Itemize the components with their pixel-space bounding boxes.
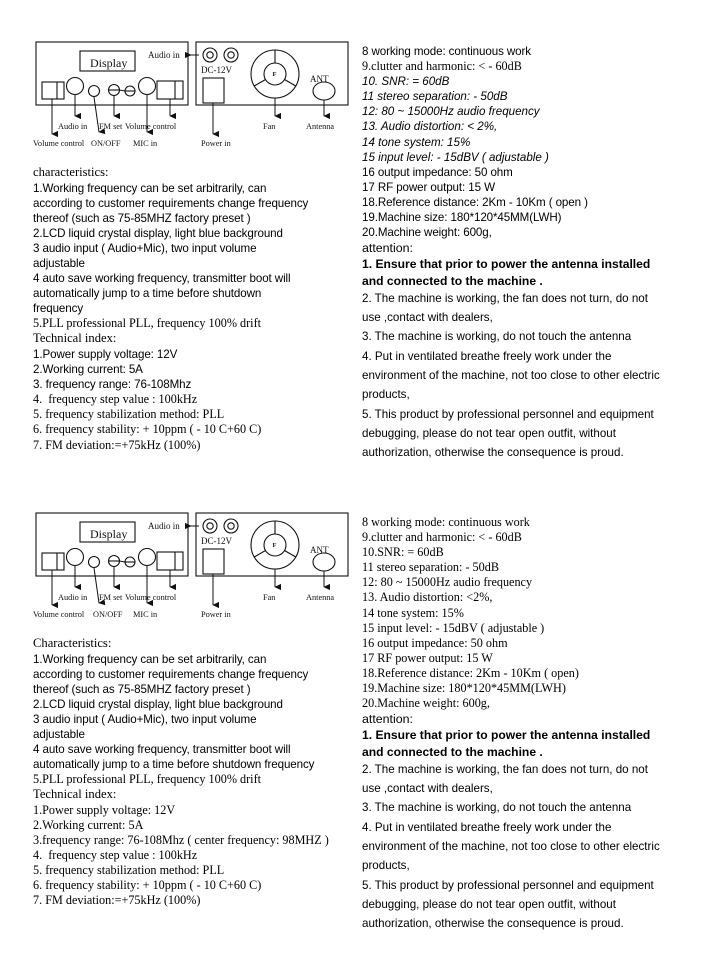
technical-line: 6. frequency stability: + 10ppm ( - 10 C+60 C) xyxy=(33,878,262,893)
callout-mic-in: MIC in xyxy=(133,610,158,619)
attention-heading: attention: xyxy=(362,241,413,256)
characteristics-line-5: 5.PLL professional PLL, frequency 100% drift xyxy=(33,316,262,331)
callout-mic-in: MIC in xyxy=(133,139,158,148)
callout-fm-set: FM set xyxy=(99,593,123,602)
attention-bold-line: and connected to the machine . xyxy=(362,273,543,288)
dc-jack-inner-1 xyxy=(207,523,213,529)
power-socket xyxy=(203,549,224,574)
callout-audio-in: Audio in xyxy=(58,593,88,602)
left-text-column-2 xyxy=(33,636,351,909)
right-text-column-2 xyxy=(362,515,692,933)
spec-line: 11 stereo separation: - 50dB xyxy=(362,560,499,575)
characteristics-heading: Characteristics: xyxy=(33,636,112,650)
volume-connector-left xyxy=(42,553,64,570)
fan-hub-label: F xyxy=(272,71,277,78)
callout-onoff: ON/OFF xyxy=(93,610,123,619)
attention-line: 3. The machine is working, do not touch the antenna xyxy=(362,801,632,815)
callout-fm-set: FM set xyxy=(99,122,123,131)
spec-line: 15 input level: - 15dBV ( adjustable ) xyxy=(362,150,549,164)
characteristics-heading: characteristics: xyxy=(33,165,109,179)
characteristics-line: adjustable xyxy=(33,727,85,741)
spec-line: 18.Reference distance: 2Km - 10Km ( open ) xyxy=(362,195,588,209)
spec-line: 20.Machine weight: 600g, xyxy=(362,696,490,711)
fan-hub-label: F xyxy=(272,542,277,549)
attention-line: 4. Put in ventilated breathe freely work under the xyxy=(362,820,612,834)
spec-line: 14 tone system: 15% xyxy=(362,605,464,620)
dc-12v-label: DC-12V xyxy=(201,536,232,546)
callout-power-in: Power in xyxy=(201,610,231,619)
technical-line: 6. frequency stability: + 10ppm ( - 10 C+60 C) xyxy=(33,422,262,437)
technical-line: 5. frequency stabilization method: PLL xyxy=(33,407,225,422)
spec-line: 16 output impedance: 50 ohm xyxy=(362,165,513,179)
technical-line: 7. FM deviation:=+75kHz (100%) xyxy=(33,437,201,452)
power-socket xyxy=(203,78,224,103)
panel-diagram-svg-2 xyxy=(33,505,353,635)
attention-line: 3. The machine is working, do not touch the antenna xyxy=(362,330,632,344)
dc-jack-inner-1 xyxy=(207,52,213,58)
callout-volume-control: Volume control xyxy=(125,122,177,131)
characteristics-line: automatically jump to a time before shutdown frequency xyxy=(33,758,315,772)
dc-12v-label: DC-12V xyxy=(201,65,232,75)
attention-line: use ,contact with dealers, xyxy=(362,782,493,796)
characteristics-line: 3 audio input ( Audio+Mic), two input volume xyxy=(33,241,257,255)
characteristics-line: according to customer requirements change frequency xyxy=(33,196,309,210)
attention-heading: attention: xyxy=(362,712,413,727)
technical-index-heading: Technical index: xyxy=(33,331,117,346)
spec-line: 12: 80 ~ 15000Hz audio frequency xyxy=(362,105,540,119)
onoff-knob xyxy=(89,86,100,97)
audio-in-top-label: Audio in xyxy=(148,50,180,60)
characteristics-line: 2.LCD liquid crystal display, light blue background xyxy=(33,226,283,240)
callout-fan: Fan xyxy=(263,122,276,131)
characteristics-line: according to customer requirements change frequency xyxy=(33,667,309,681)
callout-antenna: Antenna xyxy=(306,593,335,602)
spec-line: 13. Audio distortion: < 2%, xyxy=(362,120,498,134)
spec-line: 10.SNR: = 60dB xyxy=(362,545,444,560)
fm-transmitter-panel-diagram-2 xyxy=(33,505,353,635)
technical-line: 1.Power supply voltage: 12V xyxy=(33,347,178,361)
spec-line: 16 output impedance: 50 ohm xyxy=(362,635,508,650)
panel-diagram-svg xyxy=(33,34,353,164)
dc-jack-outer-2 xyxy=(224,48,238,62)
attention-line: use ,contact with dealers, xyxy=(362,311,493,325)
attention-line: environment of the machine, not too close to other electric xyxy=(362,840,660,853)
spec-line: 9.clutter and harmonic: < - 60dB xyxy=(362,59,522,74)
attention-line: debugging, please do not tear open outfit, without xyxy=(362,897,616,911)
attention-line: products, xyxy=(362,388,410,402)
spec-line: 19.Machine size: 180*120*45MM(LWH) xyxy=(362,681,566,696)
callout-onoff: ON/OFF xyxy=(91,139,121,148)
characteristics-line: 4 auto save working frequency, transmitter boot will xyxy=(33,272,291,286)
volume-connector-left xyxy=(42,82,64,99)
attention-line: 5. This product by professional personnel and equipment xyxy=(362,878,654,892)
characteristics-line: 3 audio input ( Audio+Mic), two input volume xyxy=(33,712,257,726)
fm-transmitter-panel-diagram-1 xyxy=(33,34,353,164)
dc-jack-outer-1 xyxy=(203,48,217,62)
attention-line: authorization, otherwise the consequence is proud. xyxy=(362,917,624,931)
audio-in-top-label: Audio in xyxy=(148,521,180,531)
technical-line: 4. frequency step value : 100kHz xyxy=(33,848,198,863)
attention-line: 4. Put in ventilated breathe freely work under the xyxy=(362,349,612,363)
characteristics-line: 1.Working frequency can be set arbitrarily, can xyxy=(33,181,267,195)
technical-line: 3.frequency range: 76-108Mhz ( center frequency: 98MHZ ) xyxy=(33,833,329,848)
technical-line: 4. frequency step value : 100kHz xyxy=(33,392,198,407)
onoff-knob xyxy=(89,557,100,568)
technical-line: 5. frequency stabilization method: PLL xyxy=(33,863,225,878)
spec-line: 20.Machine weight: 600g, xyxy=(362,226,492,240)
characteristics-line: thereof (such as 75-85MHZ factory preset ) xyxy=(33,211,251,225)
technical-line: 3. frequency range: 76-108Mhz xyxy=(33,378,192,392)
dc-jack-outer-2 xyxy=(224,519,238,533)
callout-volume-control: Volume control xyxy=(125,593,177,602)
characteristics-line: thereof (such as 75-85MHZ factory preset ) xyxy=(33,682,251,696)
technical-line: 1.Power supply voltage: 12V xyxy=(33,802,176,817)
antenna-connector xyxy=(313,553,335,571)
spec-line: 10. SNR: = 60dB xyxy=(362,75,450,89)
dc-jack-outer-1 xyxy=(203,519,217,533)
audio-in-knob xyxy=(67,549,84,566)
volume-connector-right xyxy=(157,81,183,99)
spec-line: 11 stereo separation: - 50dB xyxy=(362,90,508,104)
antenna-connector xyxy=(313,82,335,100)
technical-index-heading: Technical index: xyxy=(33,787,117,802)
attention-bold-line: and connected to the machine . xyxy=(362,744,543,759)
spec-line: 8 working mode: continuous work xyxy=(362,45,531,58)
dc-jack-inner-2 xyxy=(228,52,234,58)
spec-line: 13. Audio distortion: <2%, xyxy=(362,590,493,605)
spec-line: 8 working mode: continuous work xyxy=(362,515,530,529)
ant-label: ANT xyxy=(310,545,329,555)
attention-line: 2. The machine is working, the fan does not turn, do not xyxy=(362,762,648,776)
spec-line: 15 input level: - 15dBV ( adjustable ) xyxy=(362,620,545,635)
attention-bold-line: 1. Ensure that prior to power the antenna installed xyxy=(362,257,651,272)
attention-line: debugging, please do not tear open outfit, without xyxy=(362,426,616,440)
callout-fan: Fan xyxy=(263,593,276,602)
attention-line: products, xyxy=(362,859,410,873)
ant-label: ANT xyxy=(310,74,329,84)
audio-in-knob xyxy=(67,78,84,95)
callout-volume-control-2: Volume control xyxy=(33,139,85,148)
attention-line: 2. The machine is working, the fan does not turn, do not xyxy=(362,291,648,305)
mic-in-knob xyxy=(139,78,156,95)
characteristics-line: adjustable xyxy=(33,256,85,270)
attention-bold-line: 1. Ensure that prior to power the antenna installed xyxy=(362,728,651,743)
spec-line: 17 RF power output: 15 W xyxy=(362,180,495,194)
display-label: Display xyxy=(90,527,128,541)
callout-antenna: Antenna xyxy=(306,122,335,131)
technical-line: 2.Working current: 5A xyxy=(33,817,144,832)
characteristics-line: frequency xyxy=(33,302,84,316)
attention-line: authorization, otherwise the consequence is proud. xyxy=(362,446,624,460)
dc-jack-inner-2 xyxy=(228,523,234,529)
characteristics-line: 1.Working frequency can be set arbitrarily, can xyxy=(33,652,267,666)
callout-power-in: Power in xyxy=(201,139,231,148)
technical-line: 7. FM deviation:=+75kHz (100%) xyxy=(33,893,201,908)
spec-line: 14 tone system: 15% xyxy=(362,135,471,149)
right-text-column-1 xyxy=(362,44,692,462)
characteristics-line: 2.LCD liquid crystal display, light blue background xyxy=(33,697,283,711)
characteristics-line: 4 auto save working frequency, transmitter boot will xyxy=(33,743,291,757)
display-label: Display xyxy=(90,56,128,70)
left-text-column-1 xyxy=(33,165,351,453)
attention-line: environment of the machine, not too close to other electric xyxy=(362,369,660,382)
spec-line: 19.Machine size: 180*120*45MM(LWH) xyxy=(362,211,562,225)
attention-line: 5. This product by professional personnel and equipment xyxy=(362,407,654,421)
spec-line: 17 RF power output: 15 W xyxy=(362,650,493,665)
callout-volume-control-2: Volume control xyxy=(33,610,85,619)
technical-line: 2.Working current: 5A xyxy=(33,363,143,377)
spec-line: 12: 80 ~ 15000Hz audio frequency xyxy=(362,575,533,590)
callout-audio-in: Audio in xyxy=(58,122,88,131)
spec-line: 9.clutter and harmonic: < - 60dB xyxy=(362,530,522,545)
volume-connector-right xyxy=(157,552,183,570)
mic-in-knob xyxy=(139,549,156,566)
spec-line: 18.Reference distance: 2Km - 10Km ( open) xyxy=(362,665,579,680)
characteristics-line-5: 5.PLL professional PLL, frequency 100% drift xyxy=(33,772,262,787)
characteristics-line: automatically jump to a time before shutdown xyxy=(33,287,262,301)
